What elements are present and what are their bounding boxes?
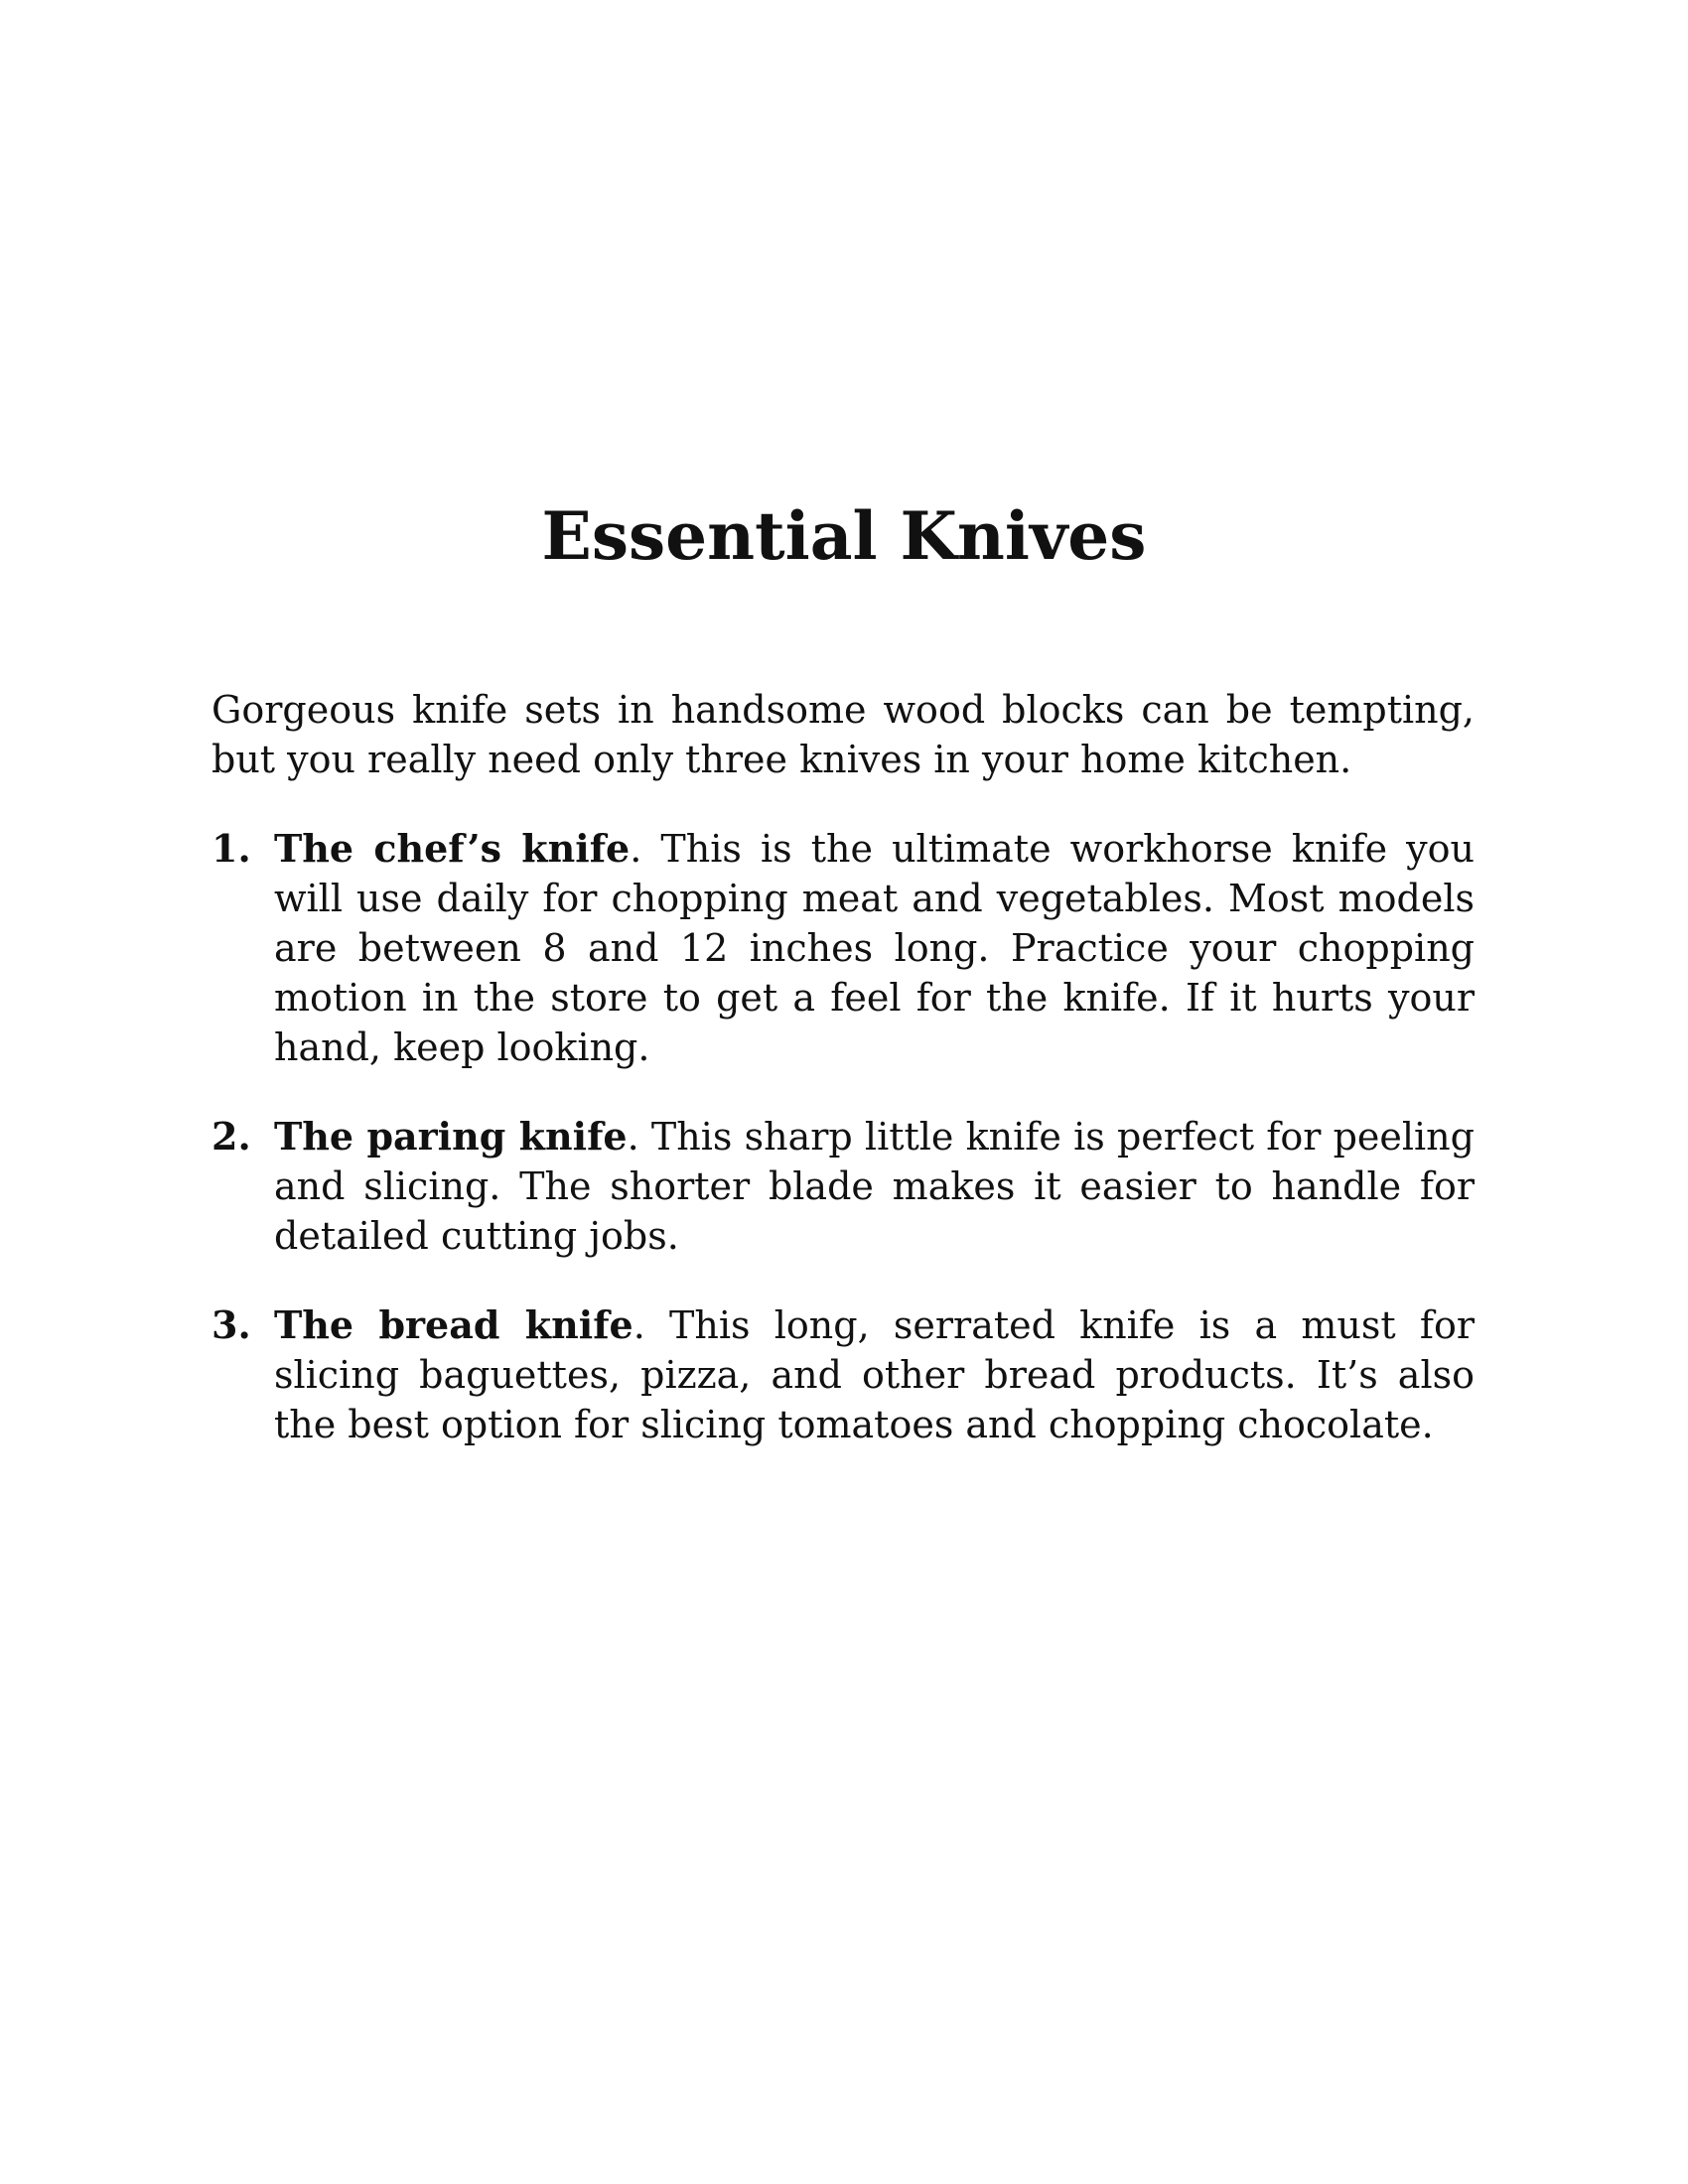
list-item-term: The paring knife (274, 1114, 628, 1159)
list-item-term: The bread knife (274, 1302, 633, 1347)
list-item-text: . This sharp little knife is perfect for peeling and slicing. The shorter blade makes it easier to handle for detailed cutting jobs. (274, 1115, 1475, 1258)
page-title: Essential Knives (541, 497, 1147, 575)
list-item-term: The chef’s knife (274, 826, 631, 871)
list-item-number: 1. (211, 826, 251, 871)
list-item (211, 1112, 1475, 1261)
list-item-number: 3. (211, 1302, 251, 1347)
document-body (211, 685, 1475, 1489)
list-item-number: 2. (211, 1114, 251, 1159)
list-item-text: . This long, serrated knife is a must for slicing baguettes, pizza, and other bread products. It’s also the best option for slicing tomatoes and chopping chocolate. (274, 1303, 1476, 1446)
list-item (211, 824, 1475, 1072)
intro-paragraph: Gorgeous knife sets in handsome wood blocks can be tempting, but you really need only three knives in your home kitchen. (211, 688, 1475, 781)
list-item-text: . This is the ultimate workhorse knife you will use daily for chopping meat and vegetables. Most models are between 8 and 12 inches long. Practice your chopping motion in the store to get a feel for the knife. If it hurts your hand, keep looking. (274, 827, 1475, 1069)
list-item (211, 1300, 1475, 1449)
